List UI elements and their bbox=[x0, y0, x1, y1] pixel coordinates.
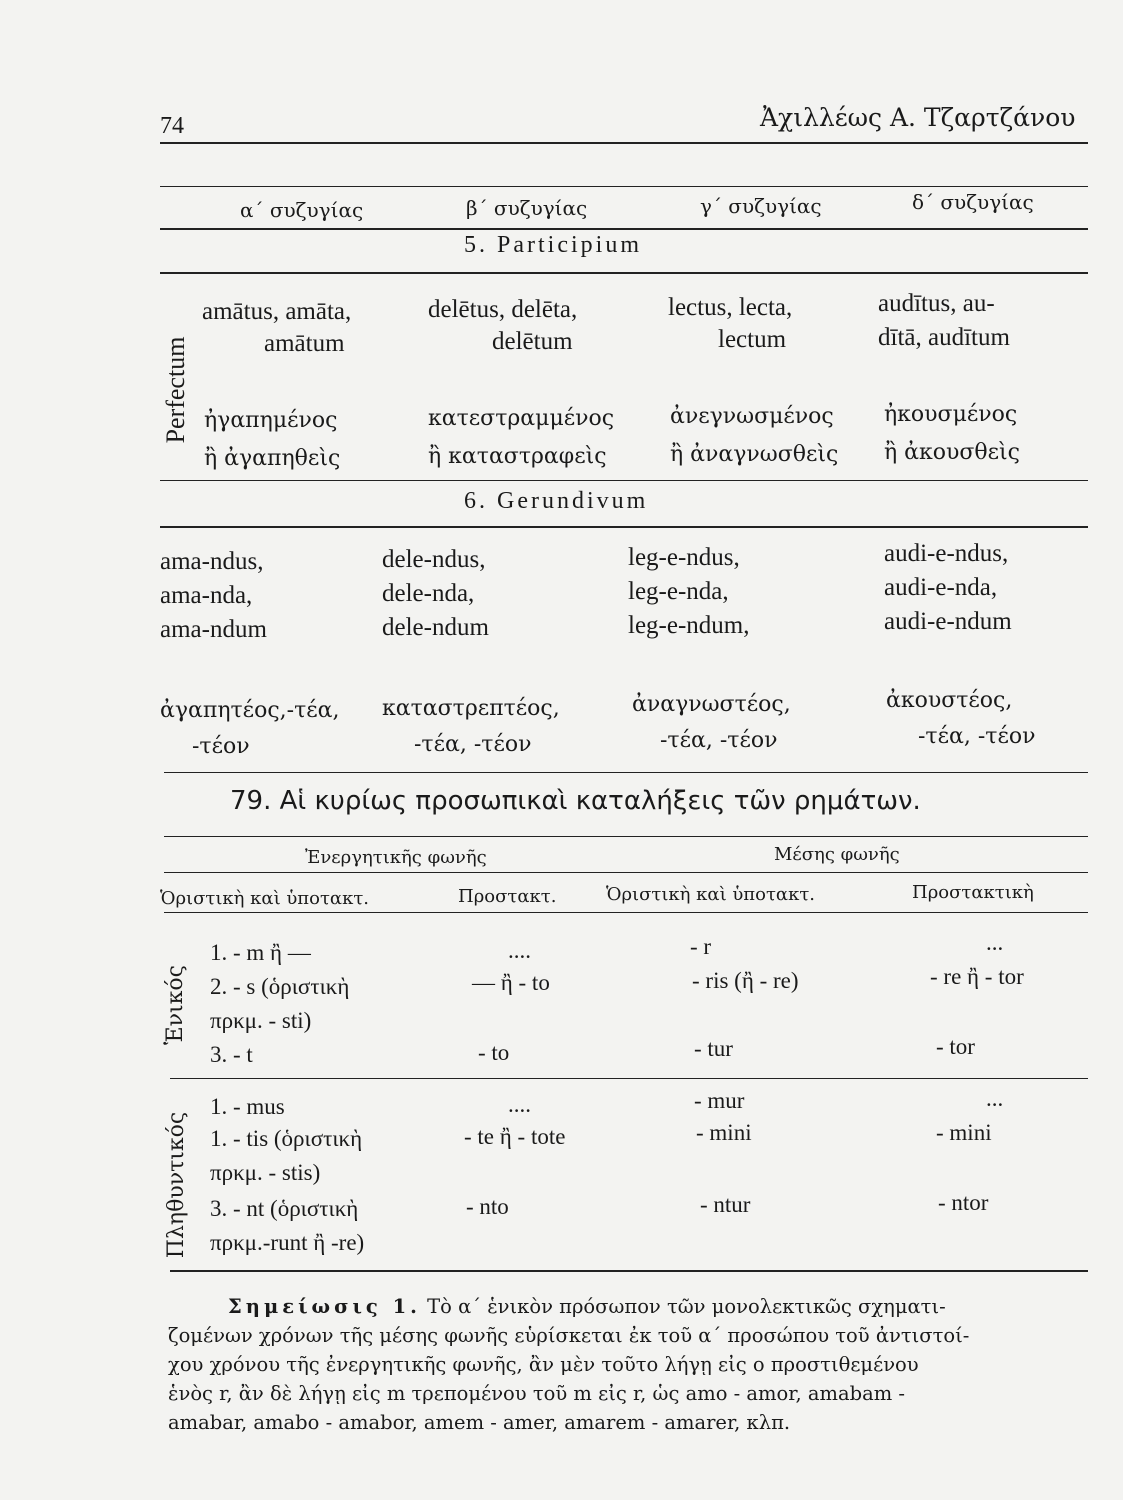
ending-cell: πρκμ.-runt ἢ -re) bbox=[210, 1230, 365, 1255]
ending-cell: 2. - s (ὁριστικὴ bbox=[210, 974, 350, 999]
gerundivum-greek: -τέον bbox=[192, 734, 250, 759]
perfectum-label: Perfectum bbox=[161, 336, 190, 444]
gerundivum-latin: ama-ndus, bbox=[160, 548, 264, 575]
rule bbox=[164, 872, 1088, 873]
participium-latin: lectus, lecta, bbox=[668, 294, 793, 321]
participium-greek: ἢ καταστραφεὶς bbox=[428, 444, 607, 469]
rule bbox=[160, 526, 1088, 528]
participium-latin: dītā, audītum bbox=[878, 324, 1010, 351]
ending-cell: - mini bbox=[696, 1120, 752, 1145]
rule bbox=[160, 228, 1088, 230]
gerundivum-latin: dele-nda, bbox=[382, 580, 475, 607]
voice-active: Ἐνεργητικῆς φωνῆς bbox=[305, 847, 487, 868]
gerundivum-greek: ἀκουστέος, bbox=[886, 688, 1013, 713]
ending-cell: - re ἢ - tor bbox=[930, 964, 1024, 989]
note-line: ζομένων χρόνων τῆς μέσης φωνῆς εὑρίσκεται ἐκ τοῦ α΄ προσώπου τοῦ ἀντιστοί- bbox=[168, 1324, 970, 1347]
gerundivum-greek: ἀγαπητέος,-τέα, bbox=[160, 698, 340, 723]
col-header-2: Προστακτ. bbox=[458, 886, 557, 907]
gerundivum-latin: audi-e-nda, bbox=[884, 574, 998, 601]
conj-header-4: δ΄ συζυγίας bbox=[912, 190, 1034, 214]
ending-cell: - te ἢ - tote bbox=[464, 1124, 566, 1149]
ending-cell: 1. - tis (ὁριστικὴ bbox=[210, 1126, 363, 1151]
rule bbox=[164, 772, 1088, 773]
gerundivum-latin: audi-e-ndus, bbox=[884, 540, 1009, 567]
note-line: ἑνὸς r, ἂν δὲ λήγῃ εἰς m τρεπομένου τοῦ m εἰς r, ὡς amo - amor, amabam - bbox=[168, 1382, 905, 1405]
author-header: Ἀχιλλέως Α. Τζαρτζάνου bbox=[760, 103, 1076, 132]
rule bbox=[160, 272, 1088, 274]
gerundivum-greek: -τέα, -τέον bbox=[660, 728, 778, 753]
col-header-1: Ὁριστικὴ καὶ ὑποτακτ. bbox=[160, 888, 370, 909]
rule bbox=[164, 836, 1088, 837]
gerundivum-greek: -τέα, -τέον bbox=[414, 732, 532, 757]
col-header-4: Προστακτικὴ bbox=[912, 882, 1034, 903]
ending-cell: ... bbox=[986, 930, 1004, 955]
participium-greek: ἠγαπημένος bbox=[204, 408, 338, 433]
participium-latin: amātus, amāta, bbox=[202, 298, 352, 325]
gerundivum-latin: ama-ndum bbox=[160, 616, 267, 643]
participium-greek: κατεστραμμένος bbox=[428, 406, 615, 431]
ending-cell: 1. - mus bbox=[210, 1094, 285, 1119]
participium-latin: audītus, au- bbox=[878, 290, 995, 317]
ending-cell: ... bbox=[986, 1086, 1004, 1111]
participium-greek: ἠκουσμένος bbox=[884, 402, 1018, 427]
ending-cell: πρκμ. - stis) bbox=[210, 1160, 321, 1185]
note-line: amabar, amabo - amabor, amem - amer, amarem - amarer, κλπ. bbox=[168, 1411, 791, 1434]
ending-cell: — ἢ - to bbox=[472, 970, 550, 995]
ending-cell: - mur bbox=[694, 1088, 745, 1113]
participium-greek: ἀνεγνωσμένος bbox=[670, 404, 834, 429]
rule bbox=[160, 186, 1088, 187]
ending-cell: - ris (ἢ - re) bbox=[692, 968, 799, 993]
conj-header-3: γ΄ συζυγίας bbox=[700, 194, 822, 218]
ending-cell: 3. - t bbox=[210, 1042, 253, 1067]
gerundivum-latin: dele-ndus, bbox=[382, 546, 486, 573]
note-text: Τὸ α΄ ἑνικὸν πρόσωπον τῶν μονολεκτικῶς σχηματι- bbox=[427, 1295, 946, 1318]
note-line: χου χρόνου τῆς ἐνεργητικῆς φωνῆς, ἂν μὲν τοῦτο λήγῃ εἰς o προστιθεμένου bbox=[168, 1353, 919, 1376]
gerundivum-latin: leg-e-ndum, bbox=[628, 612, 750, 639]
gerundivum-latin: leg-e-ndus, bbox=[628, 544, 740, 571]
ending-cell: .... bbox=[508, 1092, 531, 1117]
ending-cell: πρκμ. - sti) bbox=[210, 1008, 312, 1033]
rule bbox=[164, 912, 1088, 913]
gerundivum-latin: leg-e-nda, bbox=[628, 578, 729, 605]
note-line bbox=[168, 1292, 1088, 1321]
ending-cell: - ntur bbox=[700, 1192, 751, 1217]
ending-cell: - nto bbox=[466, 1194, 509, 1219]
plural-label: Πληθυντικός bbox=[164, 1111, 189, 1259]
singular-label: Ἑνικός bbox=[163, 965, 188, 1045]
section-79-title: 79. Αἱ κυρίως προσωπικαὶ καταλήξεις τῶν ρημάτων. bbox=[230, 786, 921, 816]
rule bbox=[170, 1078, 1088, 1079]
participium-latin: delētum bbox=[492, 328, 573, 355]
ending-cell: - tor bbox=[936, 1034, 975, 1059]
ending-cell: - mini bbox=[936, 1120, 992, 1145]
voice-middle: Μέσης φωνῆς bbox=[774, 844, 900, 865]
participium-title: 5. Participium bbox=[464, 232, 642, 258]
header-rule bbox=[160, 142, 1088, 144]
ending-cell: 3. - nt (ὁριστικὴ bbox=[210, 1196, 359, 1221]
page-number: 74 bbox=[160, 113, 184, 139]
ending-cell: - to bbox=[478, 1040, 510, 1065]
participium-greek: ἢ ἀναγνωσθεὶς bbox=[670, 442, 839, 467]
note-paragraph bbox=[168, 1292, 1088, 1437]
rule bbox=[170, 1270, 1088, 1272]
ending-cell: - r bbox=[690, 934, 712, 959]
gerundivum-title: 6. Gerundivum bbox=[464, 488, 649, 514]
rule bbox=[160, 480, 1088, 481]
ending-cell: - ntor bbox=[938, 1190, 989, 1215]
conj-header-2: β΄ συζυγίας bbox=[466, 196, 588, 220]
participium-latin: delētus, delēta, bbox=[428, 296, 578, 323]
participium-greek: ἢ ἀγαπηθεὶς bbox=[204, 446, 341, 471]
ending-cell: .... bbox=[508, 938, 531, 963]
gerundivum-greek: καταστρεπτέος, bbox=[382, 696, 560, 721]
gerundivum-greek: -τέα, -τέον bbox=[918, 724, 1036, 749]
gerundivum-latin: audi-e-ndum bbox=[884, 608, 1012, 635]
participium-latin: amātum bbox=[264, 330, 345, 357]
col-header-3: Ὁριστικὴ καὶ ὑποτακτ. bbox=[606, 884, 816, 905]
ending-cell: - tur bbox=[694, 1036, 733, 1061]
note-label: Σημείωσις 1. bbox=[228, 1295, 421, 1318]
gerundivum-latin: ama-nda, bbox=[160, 582, 253, 609]
gerundivum-greek: ἀναγνωστέος, bbox=[632, 692, 791, 717]
participium-latin: lectum bbox=[718, 326, 787, 353]
ending-cell: 1. - m ἢ — bbox=[210, 940, 311, 965]
participium-greek: ἢ ἀκουσθεὶς bbox=[884, 440, 1021, 465]
gerundivum-latin: dele-ndum bbox=[382, 614, 489, 641]
conj-header-1: α΄ συζυγίας bbox=[240, 198, 364, 222]
